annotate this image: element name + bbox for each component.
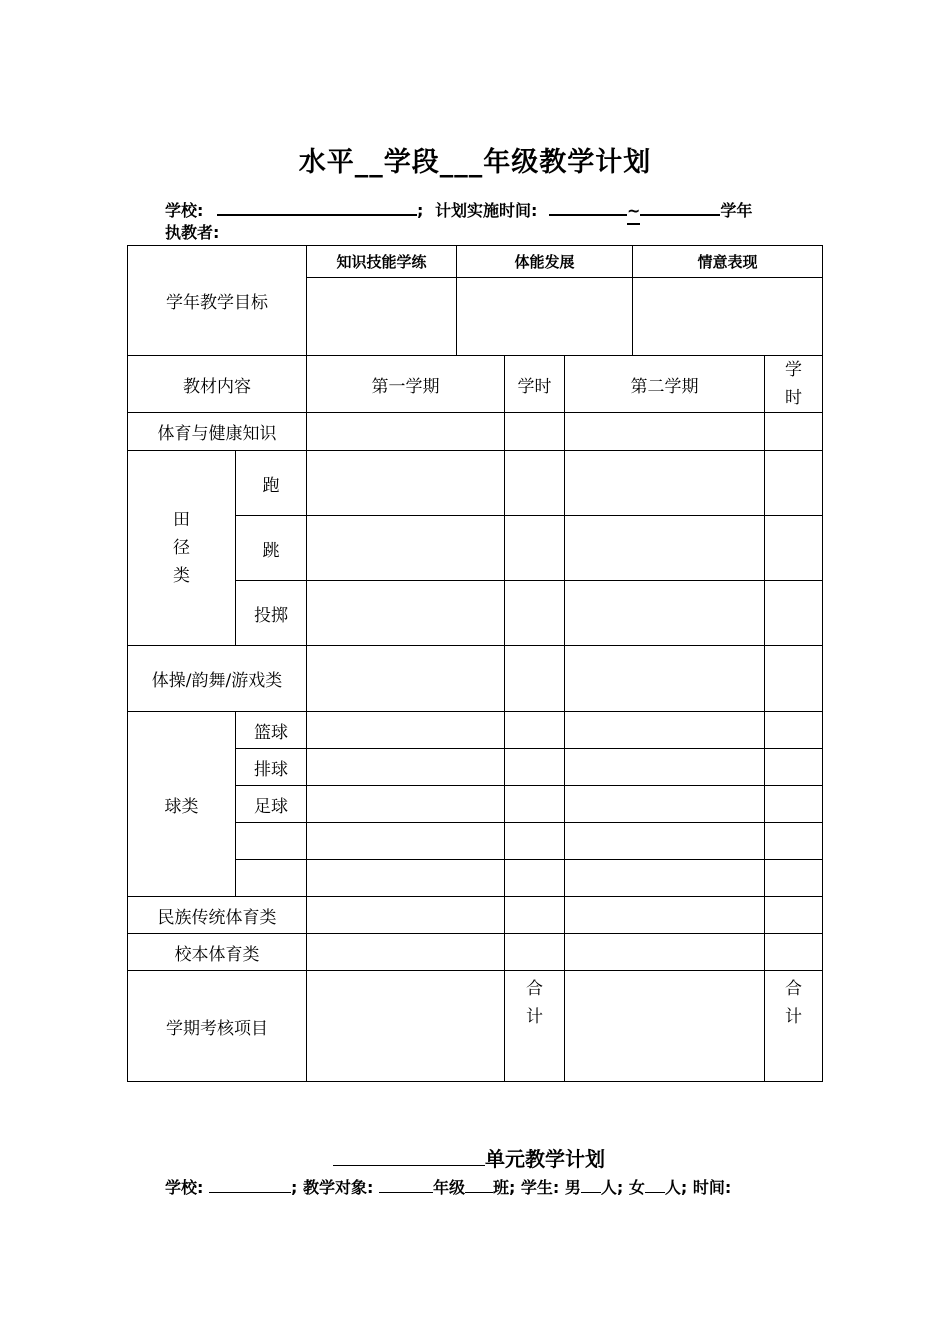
end-year-blank[interactable] [640, 192, 720, 216]
unit-school-label: 学校: [165, 1178, 204, 1197]
plan-info-line [165, 192, 752, 225]
cell[interactable] [565, 823, 765, 860]
cell[interactable] [505, 786, 565, 823]
cell[interactable] [505, 581, 565, 646]
cell[interactable] [307, 749, 505, 786]
cell[interactable] [307, 712, 505, 749]
teacher-label: 执教者: [165, 223, 220, 242]
row-label-ethnic: 民族传统体育类 [128, 897, 307, 934]
hours-char-2: 时 [785, 388, 803, 408]
cell[interactable] [307, 581, 505, 646]
track-char-2: 径 [173, 538, 190, 558]
cell[interactable] [765, 451, 823, 516]
cell[interactable] [505, 897, 565, 934]
cell[interactable] [765, 860, 823, 897]
cell[interactable] [765, 934, 823, 971]
cell[interactable] [505, 646, 565, 712]
cell[interactable] [307, 413, 505, 451]
impl-time-label: 计划实施时间: [434, 201, 538, 220]
cell[interactable] [565, 451, 765, 516]
row-label-gym: 体操/韵舞/游戏类 [128, 646, 307, 712]
cell[interactable] [765, 712, 823, 749]
cell[interactable] [565, 413, 765, 451]
goal-header-skills: 知识技能学练 [307, 246, 457, 278]
cell[interactable] [765, 897, 823, 934]
cell[interactable] [307, 646, 505, 712]
start-year-blank[interactable] [549, 192, 627, 216]
term1-header: 第一学期 [307, 356, 505, 413]
term2-header: 第二学期 [565, 356, 765, 413]
row-label-assessment: 学期考核项目 [128, 971, 307, 1082]
unit-class-label: 班; 学生: 男 [492, 1178, 581, 1197]
term2-assessment-cell[interactable] [565, 971, 765, 1082]
cell[interactable] [307, 823, 505, 860]
hours-char-1: 学 [785, 360, 803, 380]
cell[interactable] [565, 749, 765, 786]
year-suffix: 学年 [720, 201, 753, 220]
annual-goals-label: 学年教学目标 [128, 246, 307, 356]
row-group-ball: 球类 [128, 712, 236, 897]
unit-grade-label: 年级 [432, 1178, 465, 1197]
term2-hours-header [765, 356, 823, 413]
cell[interactable] [505, 934, 565, 971]
term1-assessment-cell[interactable] [307, 971, 505, 1082]
cell[interactable] [307, 451, 505, 516]
term1-total-cell [505, 971, 565, 1082]
unit-target-label: ; 教学对象: [290, 1178, 374, 1197]
row-label-school-based: 校本体育类 [128, 934, 307, 971]
cell[interactable] [765, 516, 823, 581]
unit-class-blank[interactable] [465, 1176, 493, 1193]
cell[interactable] [505, 413, 565, 451]
cell[interactable] [505, 516, 565, 581]
cell[interactable] [307, 860, 505, 897]
unit-school-blank[interactable] [209, 1176, 291, 1193]
cell[interactable] [505, 860, 565, 897]
total-char-2: 计 [526, 1007, 543, 1027]
cell[interactable] [765, 581, 823, 646]
unit-female-blank[interactable] [645, 1176, 665, 1193]
total-char-2: 计 [785, 1007, 803, 1027]
goal-fitness-cell[interactable] [457, 278, 633, 356]
unit-name-blank[interactable] [333, 1143, 485, 1166]
cell[interactable] [505, 749, 565, 786]
row-label-ball-blank-2[interactable] [236, 860, 307, 897]
term1-hours-header: 学时 [505, 356, 565, 413]
row-label-basketball: 篮球 [236, 712, 307, 749]
cell[interactable] [765, 823, 823, 860]
content-header: 教材内容 [128, 356, 307, 413]
cell[interactable] [307, 786, 505, 823]
cell[interactable] [505, 823, 565, 860]
cell[interactable] [505, 451, 565, 516]
term2-total-cell [765, 971, 823, 1082]
unit-info-line [165, 1175, 731, 1198]
school-label: 学校: [165, 201, 204, 220]
unit-grade-blank[interactable] [379, 1176, 433, 1193]
row-label-volleyball: 排球 [236, 749, 307, 786]
row-label-football: 足球 [236, 786, 307, 823]
teaching-plan-table [127, 245, 823, 1082]
cell[interactable] [307, 934, 505, 971]
cell[interactable] [565, 860, 765, 897]
goal-header-affect: 情意表现 [633, 246, 823, 278]
cell[interactable] [765, 646, 823, 712]
cell[interactable] [505, 712, 565, 749]
goal-affect-cell[interactable] [633, 278, 823, 356]
row-label-run: 跑 [236, 451, 307, 516]
cell[interactable] [765, 786, 823, 823]
unit-male-blank[interactable] [581, 1176, 601, 1193]
cell[interactable] [565, 516, 765, 581]
page-title: 水平__学段___年级教学计划 [298, 147, 652, 178]
unit-person2-label: 人; 时间: [664, 1178, 732, 1197]
goal-skills-cell[interactable] [307, 278, 457, 356]
row-label-throw: 投掷 [236, 581, 307, 646]
unit-plan-title [333, 1143, 605, 1172]
unit-title-text: 单元教学计划 [485, 1147, 605, 1171]
cell[interactable] [765, 413, 823, 451]
cell[interactable] [307, 516, 505, 581]
row-label-health: 体育与健康知识 [128, 413, 307, 451]
cell[interactable] [565, 897, 765, 934]
row-label-jump: 跳 [236, 516, 307, 581]
row-label-ball-blank-1[interactable] [236, 823, 307, 860]
track-char-1: 田 [173, 510, 190, 530]
school-blank[interactable] [217, 192, 417, 216]
unit-person1-label: 人; 女 [600, 1178, 645, 1197]
track-char-3: 类 [173, 566, 190, 586]
total-char-1: 合 [526, 979, 543, 999]
tilde: ~ [627, 201, 640, 225]
cell[interactable] [565, 646, 765, 712]
row-group-track-field [128, 451, 236, 646]
cell[interactable] [765, 749, 823, 786]
semicolon: ; [416, 201, 424, 220]
cell[interactable] [565, 581, 765, 646]
cell[interactable] [307, 897, 505, 934]
cell[interactable] [565, 712, 765, 749]
cell[interactable] [565, 786, 765, 823]
goal-header-fitness: 体能发展 [457, 246, 633, 278]
cell[interactable] [565, 934, 765, 971]
total-char-1: 合 [785, 979, 803, 999]
